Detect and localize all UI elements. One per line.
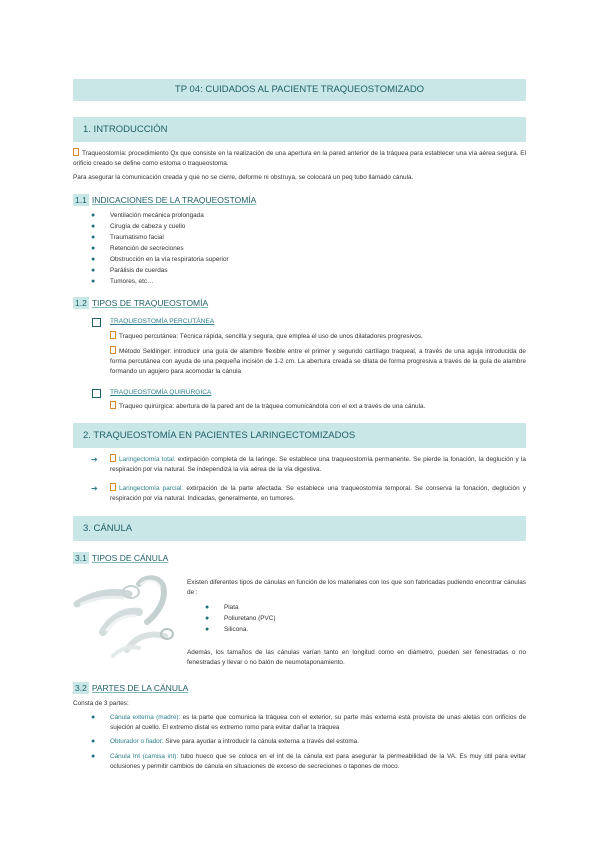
percutanea-text-2: Método Seldinger: introducir una guía de alambre flexible entre el primer y segundo cartílago traqueal, a través de una aguja introducida de forma percutánea con ayuda de una pequeña incisión de 1-2 cm. La abertura creada se dilata de forma progresiva a través de la guía de alambre formando un agujero para acomodar la cánula [110,348,526,375]
intro-paragraph: Traqueostomía: procedimiento Qx que consiste en la realización de una apertura en la pared anterior de la tráquea para establecer una vía aérea segura. El orificio creado se define como estoma o traqueostoma. [73,150,526,167]
note-icon [110,331,116,339]
list-item: ● Obstrucción en la vía respiratoria superior [91,256,229,263]
list-item: ● Poliuretano (PVC) [205,615,276,622]
intro-paragraph-2: Para asegurar la comunicación creada y que no se cierre, deforme ni obstruya, se colocará un peq tubo llamado cánula. [73,174,414,181]
list-item: ● Tumores, etc… [91,278,154,285]
list-item: ● Retención de secreciones [91,245,184,252]
tamanos-canula: Además, los tamaños de las cánulas varían tanto en longitud como en diámetro, pueden ser fenestradas o no fenestradas y llevar o no balón de neumotaponamiento. [187,649,526,666]
laringectomia-total: Laringectomía total: extirpación completa de la laringe. Se establece una traqueostomía permanente. Se pierde la fonación, la deglución y la respiración por vía natural. Se independiza la vía aérea de la vía digestiva. [110,456,526,473]
laringectomia-parcial: Laringectomía parcial: extirpación de la parte afectada. Se establece una traqueostomía temporal. Se conserva la fonación, deglución y respiración por vía natural. Indicadas, generalmente, en tumores. [110,485,527,502]
consta-text: Consta de 3 partes: [73,700,129,707]
percutanea-text-1: Traqueo percutánea: Técnica rápida, sencilla y segura, que emplea el uso de unos dilatadores progresivos. [110,331,526,342]
list-item: ● Silicona. [205,626,249,633]
cannula-illustration [73,570,183,665]
checkbox-percutanea[interactable] [92,318,101,327]
note-icon [110,483,116,491]
section-heading-canula: 3. CÁNULA [73,516,526,541]
subheading-indicaciones: 1.1 INDICACIONES DE LA TRAQUEOSTOMÍA [75,195,257,205]
note-icon [73,148,79,156]
subheading-tipos-canula: 3.1 TIPOS DE CÁNULA [75,553,169,563]
arrow-right-icon: ➔ [91,455,98,464]
subheading-tipos-traqueostomia: 1.2 TIPOS DE TRAQUEOSTOMÍA [75,298,209,308]
list-item: ● Parálisis de cuerdas [91,267,168,274]
checkbox-quirurgica[interactable] [92,389,101,398]
percutanea-title: TRAQUEOSTOMÍA PERCUTÁNEA [110,318,215,325]
note-icon [110,454,116,462]
list-item: ● Cánula externa (madre): es la parte que comunica la tráquea con el exterior, su parte más externa está provista de unas aletas con orificios de sujeción al cuello. El extremo distal es extremo romo para evitar dañar la tráquea [91,714,527,731]
note-icon [110,401,116,409]
section-heading-laringectomizados: 2. TRAQUEOSTOMÍA EN PACIENTES LARINGECTOMIZADOS [73,423,526,448]
section-heading-introduccion: 1. INTRODUCCIÓN [73,117,526,142]
list-item: ● Cirugía de cabeza y cuello [91,223,186,230]
list-item: ● Cánula Int (camisa int): tubo hueco que se coloca en el int de la cánula ext para asegurar la permeabilidad de la VA. Es muy útil para evitar oclusiones y permitir cambios de cánula en situaciones de exceso de secreciones o tapones de moco. [91,753,526,770]
arrow-right-icon: ➔ [91,484,98,493]
list-item: ● Plata [205,604,239,611]
list-item: ● Obturador o fiador: Sirve para ayudar a introducir la cánula externa a través del estoma. [91,738,360,745]
tipos-canula-intro: Existen diferentes tipos de cánulas en función de los materiales con los que son fabricadas pudiendo encontrar cánulas de : [187,579,526,596]
quirurgica-title: TRAQUEOSTOMÍA QUIRÚRGICA [110,389,212,396]
page-title: TP 04: CUIDADOS AL PACIENTE TRAQUEOSTOMIZADO [73,79,526,101]
quirurgica-text: Traqueo quirúrgica: abertura de la pared ant de la tráquea comunicándola con el ext a través de una cánula. [110,401,526,412]
subheading-partes-canula: 3.2 PARTES DE LA CÁNULA [75,683,189,693]
list-item: ● Ventilación mecánica prolongada [91,212,204,219]
list-item: ● Traumatismo facial [91,234,164,241]
note-icon [110,346,116,354]
